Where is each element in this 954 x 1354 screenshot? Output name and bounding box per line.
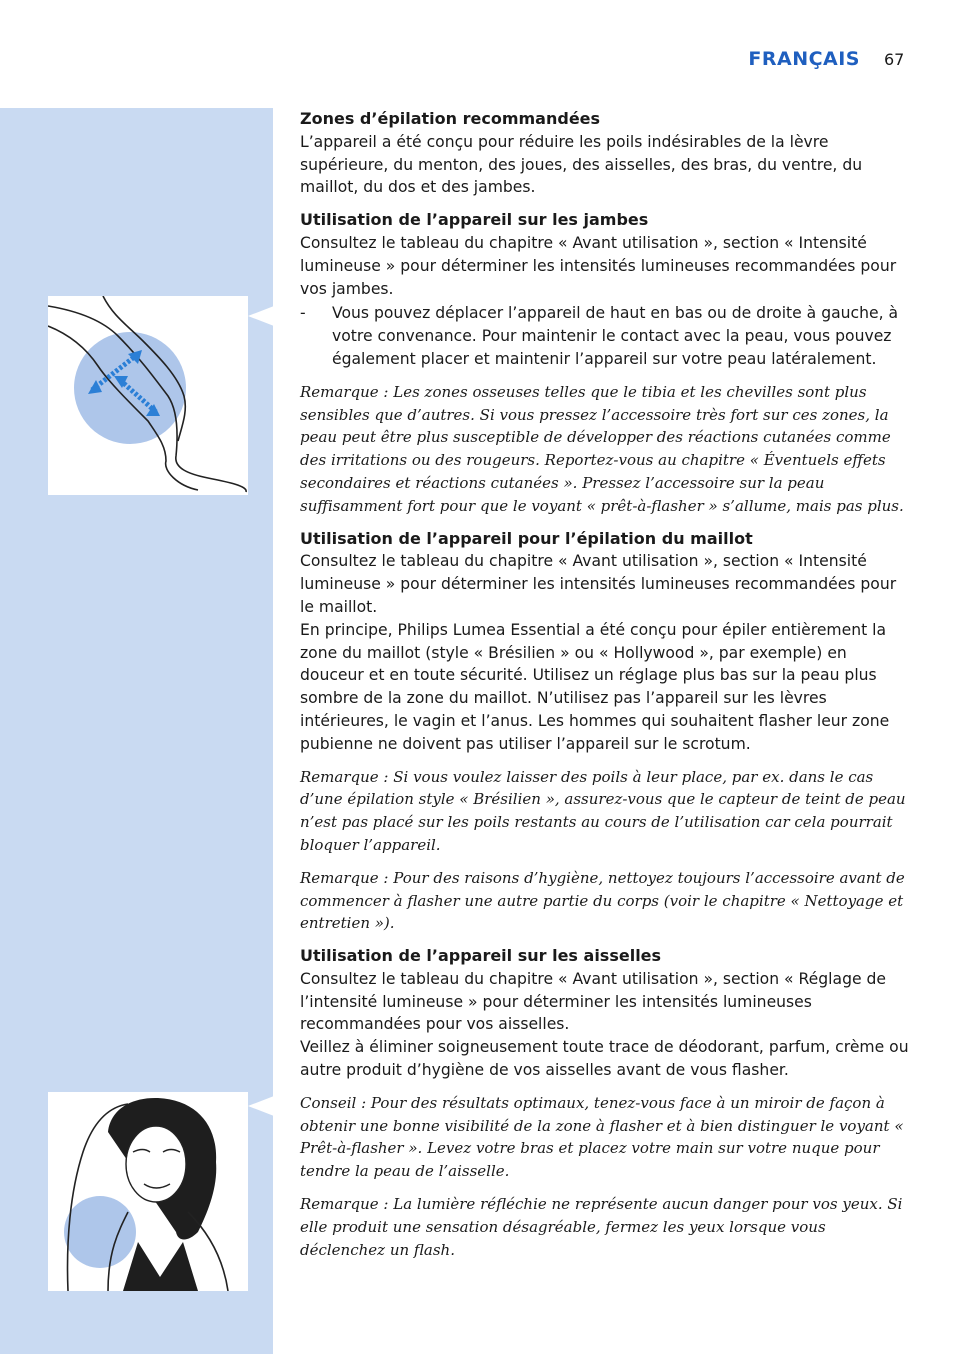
section-armpits bbox=[300, 945, 910, 1036]
legs-callout-pointer bbox=[248, 306, 274, 326]
legs-bullet-text: Vous pouvez déplacer l’appareil de haut en bas ou de droite à gauche, à votre convenance. Pour maintenir le contact avec la peau, vous pouvez également placer et maintenir l’appareil sur votre peau latéralement. bbox=[332, 304, 899, 368]
section-body-armpits-1: Consultez le tableau du chapitre « Avant utilisation », section « Réglage de l’intensité lumineuse » pour déterminer les intensités lumineuses recommandées pour vos aisselles. bbox=[300, 969, 887, 1034]
language-label: FRANÇAIS bbox=[748, 48, 860, 70]
section-title-zones: Zones d’épilation recommandées bbox=[300, 109, 601, 128]
section-zones bbox=[300, 108, 910, 199]
armpit-illustration bbox=[48, 1092, 248, 1291]
bullet-dash: - bbox=[300, 304, 306, 323]
bikini-note-2: Remarque : Pour des raisons d’hygiène, nettoyez toujours l’accessoire avant de commencer à flasher une autre partie du corps (voir le chapitre « Nettoyage et entretien »). bbox=[300, 868, 905, 933]
leg-drawing-icon bbox=[48, 296, 248, 495]
legs-bullet bbox=[300, 302, 910, 370]
armpits-note: Remarque : La lumière réfléchie ne représente aucun danger pour vos yeux. Si elle produit une sensation désagréable, fermez les yeux lorsque vous déclenchez un flash. bbox=[300, 1195, 903, 1259]
section-legs bbox=[300, 209, 910, 300]
page-number: 67 bbox=[884, 50, 905, 69]
legs-note: Remarque : Les zones osseuses telles que le tibia et les chevilles sont plus sensibles que d’autres. Si vous pressez l’accessoire très fort sur ces zones, la peau peut être plus susceptible de développer des réactions cutanées comme des irritations ou des rougeurs. Reportez-vous au chapitre « Éventuels effets secondaires et réactions cutanées ». Pressez l’accessoire sur la peau suffisamment fort pour que le voyant « prêt-à-flasher » s’allume, mais pas plus. bbox=[300, 382, 904, 515]
section-title-armpits: Utilisation de l’appareil sur les aisselles bbox=[300, 946, 662, 966]
woman-armpit-icon bbox=[48, 1092, 248, 1291]
section-body-bikini-2: En principe, Philips Lumea Essential a été conçu pour épiler entièrement la zone du maillot (style « Brésilien » ou « Hollywood », par exemple) en douceur et en toute sécurité. Utilisez un réglage plus bas sur la peau plus sombre de la zone du maillot. N’utilisez pas l’appareil sur les lèvres intérieures, le vagin et l’anus. Les hommes qui souhaitent flasher leur zone pubienne ne doivent pas utiliser l’appareil sur le scrotum. bbox=[300, 620, 890, 753]
section-body-zones: L’appareil a été conçu pour réduire les poils indésirables de la lèvre supérieure, du menton, des joues, des aisselles, des bras, du ventre, du maillot, du dos et des jambes. bbox=[300, 132, 863, 197]
section-title-bikini: Utilisation de l’appareil pour l’épilation du maillot bbox=[300, 528, 753, 548]
section-bikini bbox=[300, 528, 910, 619]
section-body-armpits-2: Veillez à éliminer soigneusement toute trace de déodorant, parfum, crème ou autre produit d’hygiène de vos aisselles avant de vous flasher. bbox=[300, 1038, 909, 1080]
armpit-callout-pointer bbox=[248, 1096, 274, 1116]
section-title-legs: Utilisation de l’appareil sur les jambes bbox=[300, 210, 649, 230]
section-body-legs: Consultez le tableau du chapitre « Avant utilisation », section « Intensité lumineuse » pour déterminer les intensités lumineuses recommandées pour vos jambes. bbox=[300, 233, 897, 298]
bikini-note-1: Remarque : Si vous voulez laisser des poils à leur place, par ex. dans le cas d’une épilation style « Brésilien », assurez-vous que le capteur de teint de peau n’est pas placé sur les poils restants au cours de l’utilisation car cela pourrait bloquer l’appareil. bbox=[300, 767, 906, 854]
armpits-tip: Conseil : Pour des résultats optimaux, tenez-vous face à un miroir de façon à obtenir une bonne visibilité de la zone à flasher et à bien distinguer le voyant « Prêt-à-flasher ». Levez votre bras et placez votre main sur votre nuque pour tendre la peau de l’aisselle. bbox=[300, 1093, 904, 1181]
section-body-bikini-1: Consultez le tableau du chapitre « Avant utilisation », section « Intensité lumineuse » pour déterminer les intensités lumineuses recommandées pour le maillot. bbox=[300, 552, 897, 616]
legs-illustration bbox=[48, 296, 248, 495]
main-content bbox=[300, 108, 910, 1271]
